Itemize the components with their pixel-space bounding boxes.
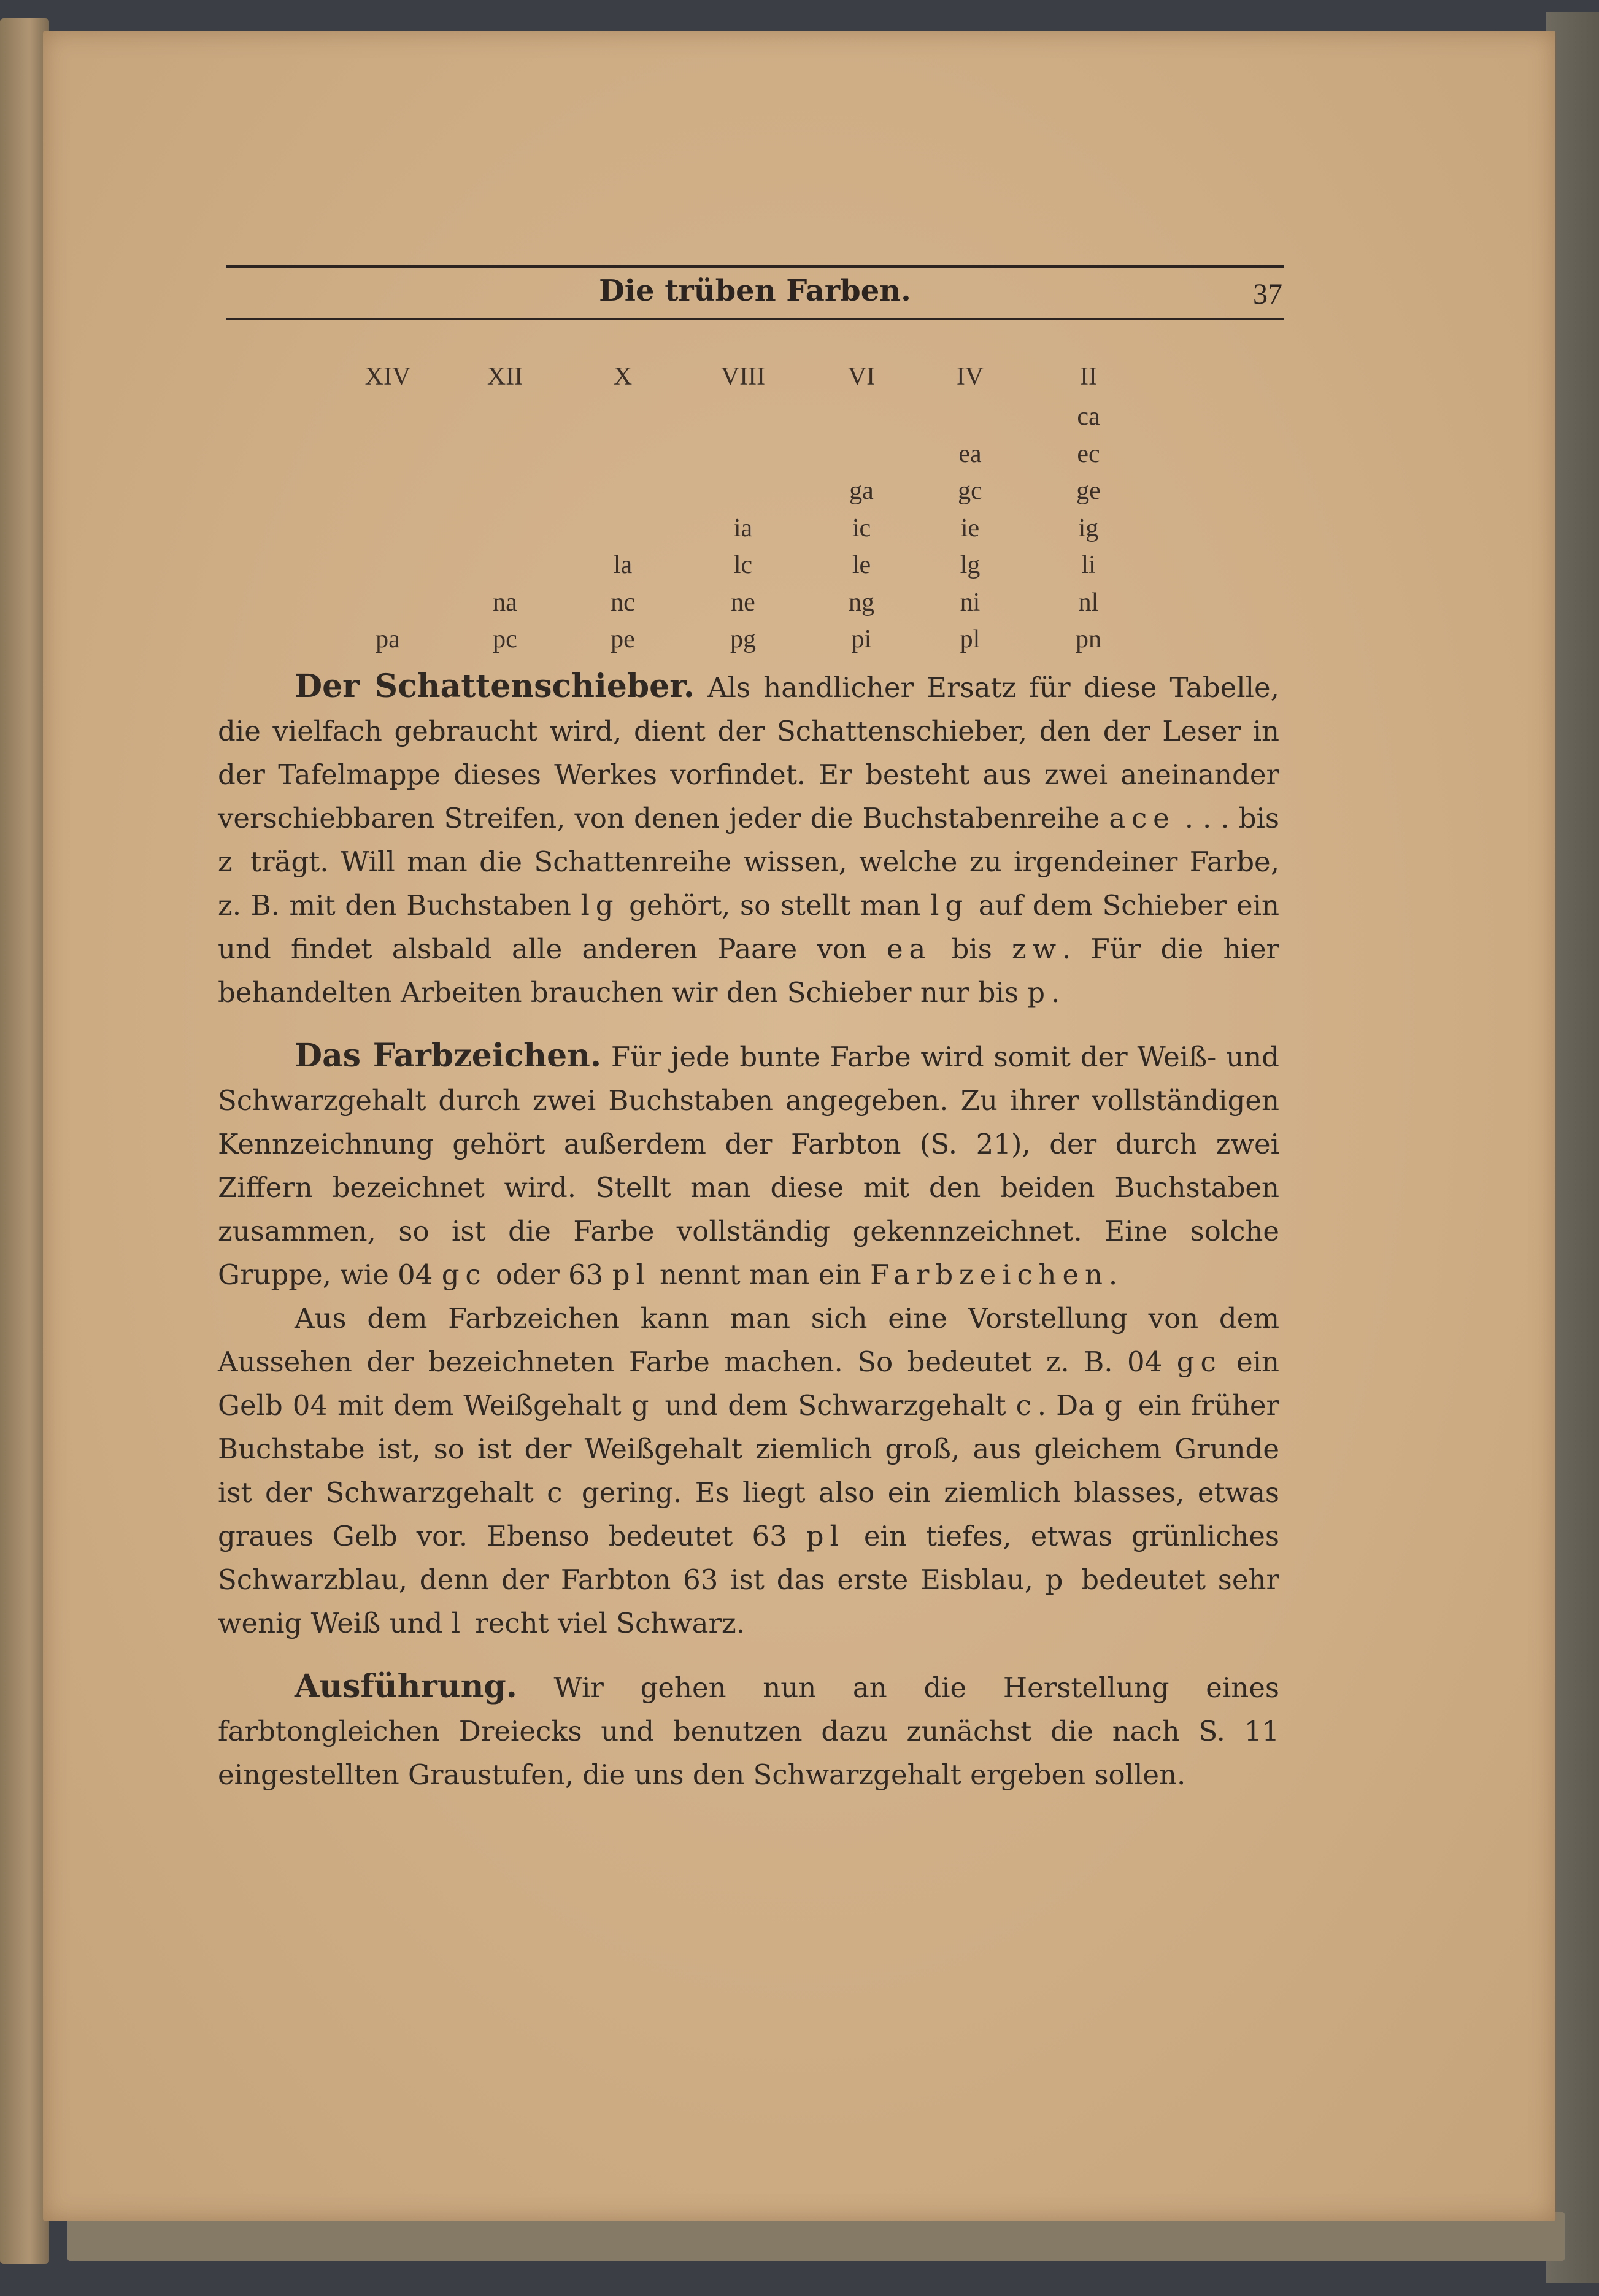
table-cell: lc — [733, 551, 753, 579]
header-rule-bottom — [226, 318, 1284, 320]
table-column-heading: XIV — [364, 363, 411, 391]
table-cell: ia — [733, 514, 753, 542]
table-column-heading: IV — [956, 363, 984, 391]
book-cover-left-edge — [0, 18, 49, 2264]
table-cell: na — [493, 588, 517, 617]
header-rule-top — [226, 265, 1284, 268]
table-cell: ca — [1077, 403, 1100, 431]
table-cell: li — [1081, 551, 1096, 579]
paragraph-schattenschieber: Der Schattenschieber. Als handlicher Ersatz für diese Tabelle, die vielfach gebraucht wird, dient der Schattenschieber, den der Leser in der Tafelmappe dieses Werkes vorfindet. Er besteht aus zwei aneinander verschiebbaren Streifen, von denen jeder die Buchstabenreihe ace . . . bis z trägt. Will man die Schattenreihe wissen, welche zu irgendeiner Farbe, z. B. mit den Buchstaben lg gehört, so stellt man lg auf dem Schieber ein und findet alsbald alle anderen Paare von ea bis zw. Für die hier behandelten Arbeiten brauchen wir den Schieber nur bis p. — [218, 668, 1280, 1009]
table-cell: ng — [849, 588, 874, 617]
table-cell: la — [613, 551, 633, 579]
table-cell: ni — [960, 588, 981, 617]
table-cell: pe — [611, 625, 635, 653]
table-cell: ga — [849, 477, 874, 505]
table-cell: lg — [960, 551, 981, 579]
body-text — [218, 665, 1279, 1797]
section-heading: Das Farbzeichen. — [295, 1037, 602, 1074]
table-column-heading: X — [613, 363, 633, 391]
section-heading: Der Schattenschieber. — [295, 668, 695, 705]
table-column-heading: XII — [487, 363, 523, 391]
table-cell: pi — [851, 625, 872, 653]
table-column-heading: II — [1080, 363, 1097, 391]
table-cell: pa — [376, 625, 400, 653]
table-cell: pg — [730, 625, 756, 653]
table-cell: ig — [1078, 514, 1099, 542]
page-number: 37 — [1253, 278, 1282, 310]
running-title: Die trüben Farben. — [599, 274, 911, 308]
table-cell: gc — [958, 477, 982, 505]
table-cell: ec — [1077, 439, 1100, 468]
table-cell: pl — [960, 625, 981, 653]
table-cell: ic — [852, 514, 871, 542]
table-cell: ea — [958, 439, 982, 468]
table-cell: ge — [1076, 477, 1101, 505]
section-heading: Ausführung. — [295, 1668, 517, 1705]
table-cell: nc — [611, 588, 635, 617]
table-cell: pc — [493, 625, 517, 653]
table-cell: pn — [1076, 625, 1101, 653]
paragraph-farbzeichen-beispiel: Aus dem Farbzeichen kann man sich eine Vorstellung von dem Aussehen der bezeichneten Farbe machen. So bedeutet z. B. 04 gc ein Gelb 04 mit dem Weißgehalt g und dem Schwarzgehalt c. Da g ein früher Buchstabe ist, so ist der Weißgehalt ziemlich groß, aus gleichem Grunde ist der Schwarzgehalt c gering. Es liegt also ein ziemlich blasses, etwas graues Gelb vor. Ebenso bedeutet 63 pl ein tiefes, etwas grünliches Schwarzblau, denn der Farbton 63 ist das erste Eisblau, p bedeutet sehr wenig Weiß und l recht viel Schwarz. — [218, 1302, 1280, 1639]
paragraph-farbzeichen: Das Farbzeichen. Für jede bunte Farbe wird somit der Weiß- und Schwarzgehalt durch zwei Buchstaben angegeben. Zu ihrer vollständigen Kennzeichnung gehört außerdem der Farbton (S. 21), der durch zwei Ziffern bezeichnet wird. Stellt man diese mit den beiden Buchstaben zusammen, so ist die Farbe vollständig gekennzeichnet. Eine solche Gruppe, wie 04 gc oder 63 pl nennt man ein Farbzeichen. — [218, 1037, 1279, 1291]
table-cell: le — [852, 551, 871, 579]
table-cell: nl — [1078, 588, 1099, 617]
table-column-heading: VI — [847, 363, 876, 391]
paragraph-ausfuehrung: Ausführung. Wir gehen nun an die Herstellung eines farbtongleichen Dreiecks und benutzen dazu zunächst die nach S. 11 eingestellten Graustufen, die uns den Schwarzgehalt ergeben sollen. — [218, 1668, 1279, 1791]
table-cell: ne — [731, 588, 755, 617]
table-cell: ie — [960, 514, 980, 542]
table-column-heading: VIII — [720, 363, 766, 391]
